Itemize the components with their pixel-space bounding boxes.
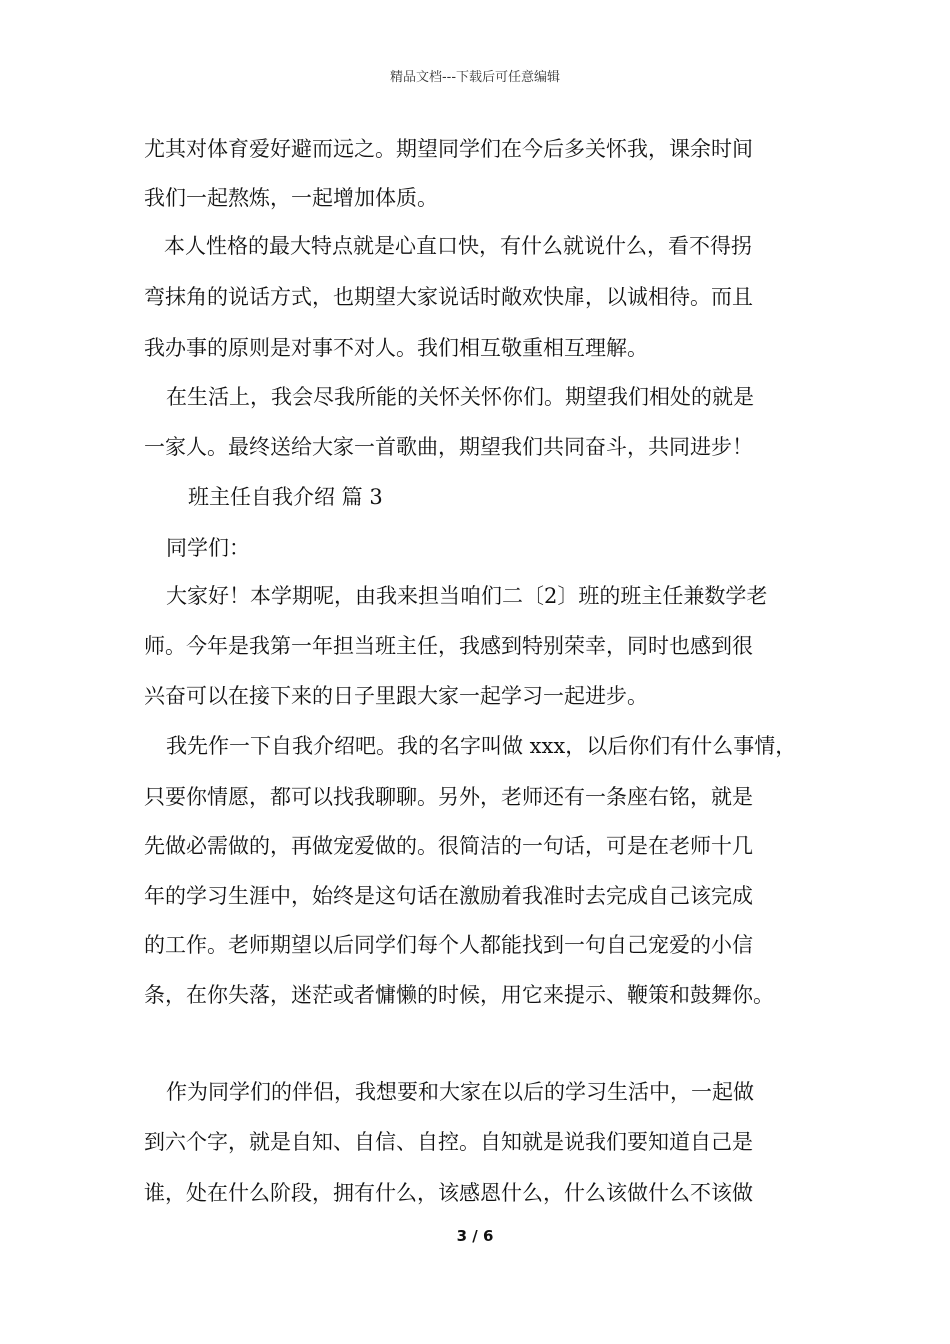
text-line: 弯抹角的说话方式，也期望大家说话时敞欢快扉，以诚相待。而且	[144, 285, 753, 309]
text-line: 尤其对体育爱好避而远之。期望同学们在今后多关怀我，课余时间	[144, 137, 753, 161]
section-title: 班主任自我介绍 篇 3	[188, 485, 383, 509]
text-line: 谁，处在什么阶段，拥有什么，该感恩什么，什么该做什么不该做	[144, 1181, 753, 1205]
text-line: 我们一起熬炼，一起增加体质。	[144, 186, 438, 210]
page-number: 3 / 6	[456, 1227, 494, 1245]
text-line: 大家好！本学期呢，由我来担当咱们二〔2〕班的班主任兼数学老	[166, 584, 768, 608]
text-line: 年的学习生涯中，始终是这句话在激励着我准时去完成自己该完成	[144, 884, 753, 908]
text-line: 一家人。最终送给大家一首歌曲，期望我们共同奋斗，共同进步！	[144, 435, 753, 459]
page-header: 精品文档---下载后可任意编辑	[389, 70, 561, 85]
text-line: 本人性格的最大特点就是心直口快，有什么就说什么，看不得拐	[164, 234, 752, 258]
text-line: 我办事的原则是对事不对人。我们相互敬重相互理解。	[144, 336, 648, 360]
text-line: 作为同学们的伴侣，我想要和大家在以后的学习生活中，一起做	[166, 1080, 754, 1104]
text-line: 到六个字，就是自知、自信、自控。自知就是说我们要知道自己是	[144, 1130, 753, 1154]
text-line: 只要你情愿，都可以找我聊聊。另外，老师还有一条座右铭，就是	[144, 785, 753, 809]
text-line: 先做必需做的，再做宠爱做的。很简洁的一句话，可是在老师十几	[144, 834, 753, 858]
text-line: 师。今年是我第一年担当班主任，我感到特别荣幸，同时也感到很	[144, 634, 753, 658]
text-line: 的工作。老师期望以后同学们每个人都能找到一句自己宠爱的小信	[144, 933, 753, 957]
text-line: 条，在你失落，迷茫或者慵懒的时候，用它来提示、鞭策和鼓舞你。	[144, 983, 774, 1007]
text-line: 我先作一下自我介绍吧。我的名字叫做 xxx，以后你们有什么事情，	[166, 734, 797, 758]
text-line: 兴奋可以在接下来的日子里跟大家一起学习一起进步。	[144, 684, 648, 708]
salutation: 同学们：	[166, 536, 250, 560]
text-line: 在生活上，我会尽我所能的关怀关怀你们。期望我们相处的就是	[166, 385, 754, 409]
